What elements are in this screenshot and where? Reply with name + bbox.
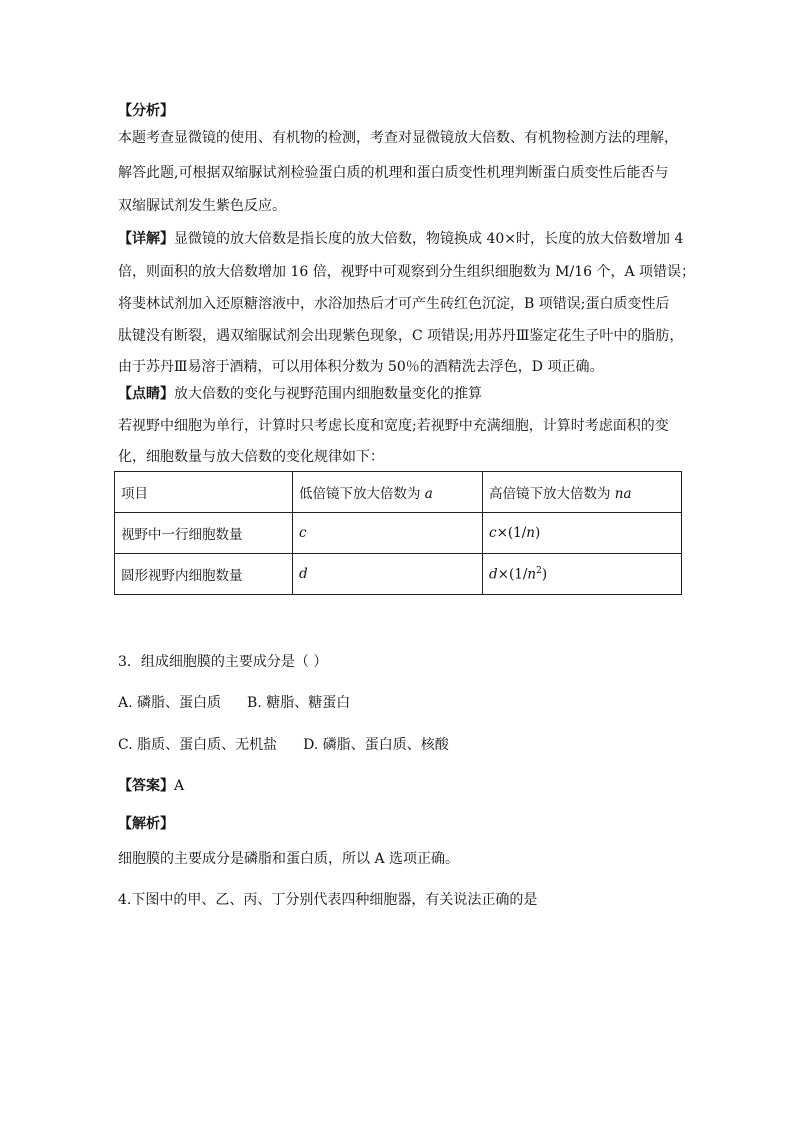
row1-low-var: c [299,525,307,541]
analysis-line-1: 本题考查显微镜的使用、有机物的检测，考查对显微镜放大倍数、有机物检测方法的理解， [118,130,678,146]
row-label-circular-field: 圆形视野内细胞数量 [115,554,293,595]
q3-options-cd [118,735,449,755]
tip-line-2: 若视野中细胞为单行，计算时只考虑长度和宽度;若视野中充满细胞，计算时考虑面积的变 [118,418,669,434]
row1-low-value [293,513,483,554]
q3-answer-tag: 【答案】 [118,778,174,794]
q3-option-a: A. 磷脂、蛋白质 [118,695,222,711]
header-high-text: 高倍镜下放大倍数为 [489,486,615,502]
detail-line-4: 肽键没有断裂，遇双缩脲试剂会出现紫色现象，C 项错误;用苏丹Ⅲ鉴定花生子叶中的脂肪， [118,328,684,344]
header-low-var: a [424,486,433,502]
q3-option-d: D. 磷脂、蛋白质、核酸 [303,737,449,753]
tip-line-3: 化，细胞数量与放大倍数的变化规律如下： [118,449,384,465]
magnification-table [114,471,682,595]
analysis-heading: 【分析】 [118,103,174,119]
detail-line-3: 将斐林试剂加入还原糖溶液中，水浴加热后才可产生砖红色沉淀，B 项错误;蛋白质变性后 [118,296,670,312]
row2-high-exp: 2 [536,565,542,576]
q3-answer [118,776,184,796]
q3-option-c: C. 脂质、蛋白质、无机盐 [118,737,278,753]
row1-high-value [483,513,682,554]
table-header-item: 项目 [115,472,293,513]
table-row [115,513,682,554]
q3-answer-value: A [174,778,185,794]
row2-low-var: d [299,566,308,582]
row2-high-var: d [489,566,498,583]
row2-low-value [293,554,483,595]
table-row [115,554,682,595]
row-label-single-line: 视野中一行细胞数量 [115,513,293,554]
detail-first-text: 显微镜的放大倍数是指长度的放大倍数，物镜换成 40×时，长度的放大倍数增加 4 [174,231,684,247]
q4-stem: 4.下图中的甲、乙、丙、丁分别代表四种细胞器，有关说法正确的是 [118,892,538,908]
row1-high-op: ×(1/ [496,525,527,541]
row2-high-op: ×(1/ [497,566,528,583]
row2-high-close: ) [541,566,548,583]
tip-line-1 [118,384,482,404]
row1-high-close: ) [534,525,541,541]
detail-line-1 [118,229,683,249]
q3-explain: 细胞膜的主要成分是磷脂和蛋白质，所以 A 选项正确。 [118,851,460,867]
analysis-line-3: 双缩脲试剂发生紫色反应。 [118,198,286,214]
header-low-text: 低倍镜下放大倍数为 [299,486,425,502]
tip-tag: 【点睛】 [118,386,174,402]
row1-high-var: c [489,525,497,541]
row1-high-n: n [526,525,535,541]
row2-high-n: n [527,566,537,583]
table-header-low [293,472,483,513]
q3-stem: 3．组成细胞膜的主要成分是（ ） [118,654,328,670]
q3-explain-tag: 【解析】 [118,816,174,832]
analysis-line-2: 解答此题,可根据双缩脲试剂检验蛋白质的机理和蛋白质变性机理判断蛋白质变性后能否与 [118,165,669,181]
tip-first-text: 放大倍数的变化与视野范围内细胞数量变化的推算 [174,386,482,402]
detail-line-5: 由于苏丹Ⅲ易溶于酒精，可以用体积分数为 50％的酒精洗去浮色，D 项正确。 [118,359,604,375]
detail-tag: 【详解】 [118,231,174,247]
detail-line-2: 倍，则面积的放大倍数增加 16 倍，视野中可观察到分生组织细胞数为 M/16 个，A 项错误； [118,264,696,280]
table-header-high [483,472,682,513]
header-high-var: na [614,486,632,502]
q3-options-ab [118,693,350,713]
row2-high-value [483,554,682,595]
table-row [115,472,682,513]
q3-option-b: B. 糖脂、糖蛋白 [247,695,351,711]
